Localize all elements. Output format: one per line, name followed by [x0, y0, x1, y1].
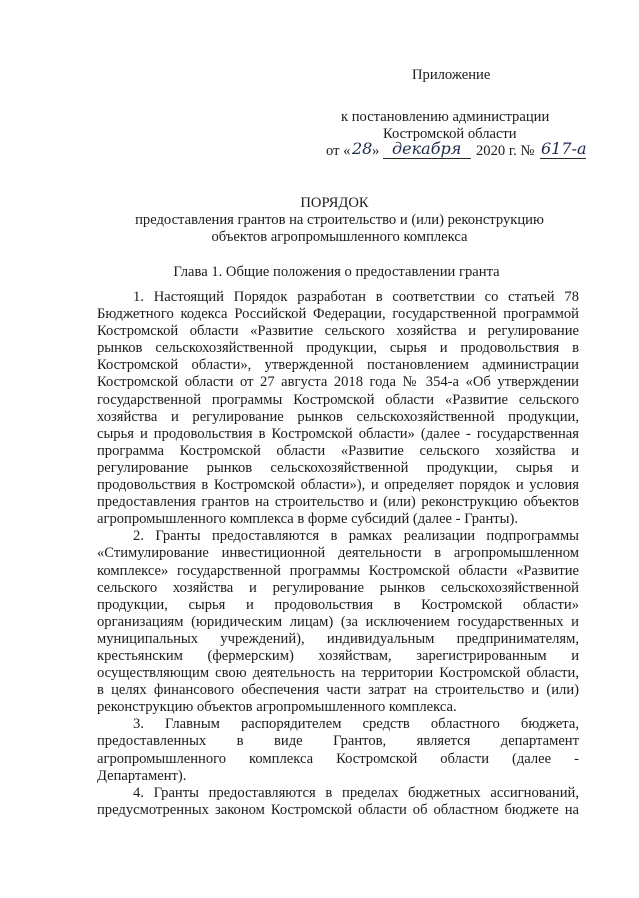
paragraph-line: агропромышленного комплекса в форме субсидий (далее - Гранты).	[97, 511, 518, 528]
paragraph-line: крестьянским (фермерским) хозяйствам, зарегистрированным и	[97, 647, 579, 664]
paragraph-line: государственной программы Костромской области «Развитие сельского	[97, 391, 579, 408]
paragraph-4	[97, 785, 579, 819]
paragraph-line: хозяйства и регулирование рынков сельскохозяйственной продукции,	[97, 408, 579, 425]
paragraph-line: предоставления грантов на строительство и (или) реконструкцию объектов	[97, 494, 579, 511]
date-prefix: от «	[326, 143, 351, 159]
paragraph-line: муниципальных учреждений), индивидуальным предпринимателям,	[97, 630, 579, 647]
paragraph-1	[97, 289, 579, 528]
decree-number-underline	[540, 158, 586, 159]
paragraph-line: агропромышленного комплекса Костромской области (далее -	[97, 750, 579, 767]
paragraph-line: рынков сельскохозяйственной продукции, сырья и продовольствия в	[97, 340, 579, 357]
paragraph-line: 3. Главным распорядителем средств областного бюджета,	[133, 716, 579, 733]
decree-date-line	[326, 143, 350, 160]
paragraph-line: организациям (юридическим лицам) (за исключением государственных и	[97, 613, 579, 630]
paragraph-line: продовольствия в Костромской области»), и определяет порядок и условия	[97, 477, 579, 494]
date-month-underline	[383, 158, 471, 159]
paragraph-line: Департамент).	[97, 767, 187, 784]
date-month-handwritten: декабря	[392, 139, 462, 158]
document-subtitle-line-2: объектов агропромышленного комплекса	[211, 229, 468, 245]
paragraph-line: «Стимулирование инвестиционной деятельности в агропромышленном	[97, 545, 579, 562]
date-year-and-number-label: 2020 г. №	[476, 143, 535, 159]
document-title: ПОРЯДОК	[300, 195, 369, 211]
paragraph-line: предусмотренных законом Костромской области об областном бюджете на	[97, 801, 579, 818]
decree-number-handwritten: 617-а	[541, 139, 587, 158]
paragraph-line: 1. Настоящий Порядок разработан в соответствии со статьей 78	[133, 289, 579, 305]
paragraph-line: 4. Гранты предоставляются в пределах бюджетных ассигнований,	[133, 784, 579, 801]
document-body	[97, 289, 579, 819]
paragraph-line: регулирование рынков сельскохозяйственной продукции, сырья и	[97, 459, 579, 476]
paragraph-line: предоставленных в виде Грантов, является департамент	[97, 733, 579, 750]
paragraph-line: осуществляющим свою деятельность на территории Костромской области,	[97, 665, 579, 682]
paragraph-line: Костромской области «Развитие сельского хозяйства и регулирование	[97, 323, 579, 340]
paragraph-line: Бюджетного кодекса Российской Федерации, государственной программой	[97, 306, 579, 323]
paragraph-line: комплексе» государственной программы Костромской области «Развитие	[97, 562, 579, 579]
paragraph-2	[97, 528, 579, 716]
decree-reference-line-1: к постановлению администрации	[341, 109, 550, 125]
paragraph-line: продукции, сырья и продовольствия в Костромской области»	[97, 596, 579, 613]
paragraph-line: Костромской области», утвержденной постановлением администрации	[97, 357, 579, 374]
paragraph-3	[97, 716, 579, 784]
paragraph-line: в целях финансового обеспечения части затрат на строительство и (или)	[97, 682, 579, 699]
paragraph-line: Костромской области от 27 августа 2018 года № 354-а «Об утверждении	[97, 374, 579, 391]
date-day-handwritten: 28	[352, 139, 373, 158]
paragraph-line: сырья и продовольствия в Костромской области» (далее - государственная	[97, 425, 579, 442]
document-subtitle-line-1: предоставления грантов на строительство и (или) реконструкцию	[135, 212, 544, 228]
paragraph-line: 2. Гранты предоставляются в рамках реализации подпрограммы	[133, 528, 579, 545]
paragraph-line: реконструкцию объектов агропромышленного комплекса.	[97, 699, 457, 716]
date-quote-close: »	[372, 143, 380, 159]
appendix-label: Приложение	[412, 67, 491, 83]
paragraph-line: программа Костромской области «Развитие сельского хозяйства и	[97, 442, 579, 459]
chapter-heading: Глава 1. Общие положения о предоставлении гранта	[173, 264, 500, 280]
paragraph-line: сельского хозяйства и регулирование рынков сельскохозяйственной	[97, 579, 579, 596]
decree-reference-line-2: Костромской области	[383, 126, 517, 142]
